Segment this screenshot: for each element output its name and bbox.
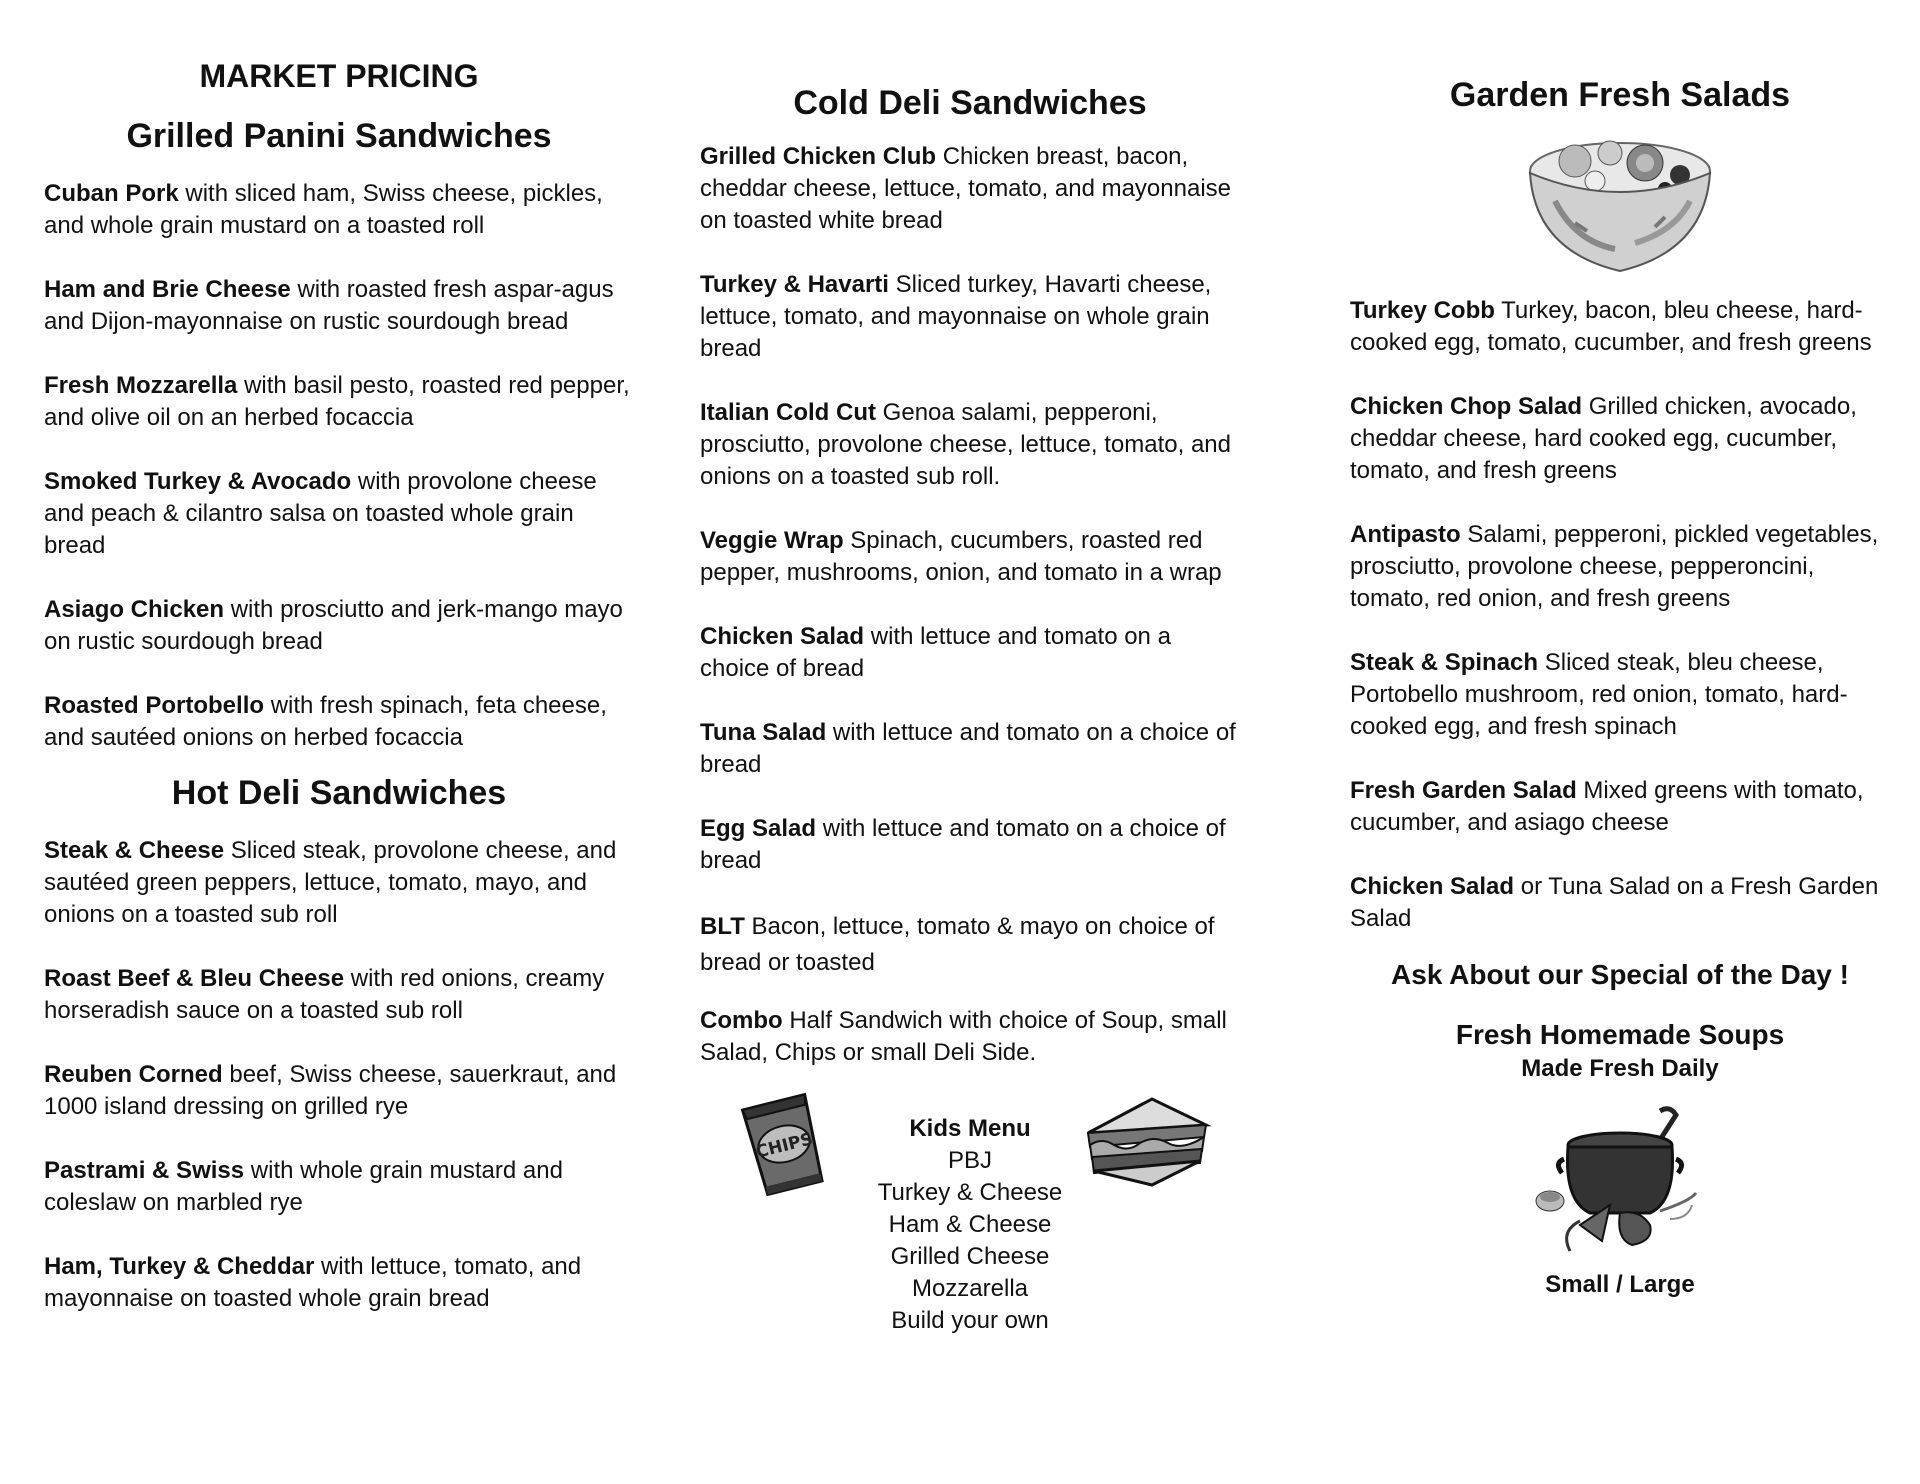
column-right — [1350, 76, 1890, 1299]
menu-item — [44, 1059, 634, 1123]
kids-menu-item: Grilled Cheese — [890, 1243, 1050, 1270]
kids-menu-list — [700, 1113, 1240, 1337]
item-desc: with provolone cheese and peach & cilantro salsa on toasted whole grain bread — [44, 468, 597, 559]
item-desc: with fresh spinach, feta cheese, and sautéed onions on herbed focaccia — [44, 692, 607, 751]
item-desc: Bacon, lettuce, tomato & mayo on choice of bread or toasted — [700, 913, 1215, 976]
menu-item — [700, 717, 1240, 781]
item-name: Fresh Mozzarella — [44, 372, 238, 399]
item-name: Roasted Portobello — [44, 692, 265, 719]
item-desc: Genoa salami, pepperoni, prosciutto, provolone cheese, lettuce, tomato, and onions on a toasted sub roll. — [700, 399, 1231, 490]
kids-menu-area — [700, 1083, 1240, 1383]
menu-item — [44, 274, 634, 338]
salad-bowl-icon — [1515, 131, 1725, 281]
item-name: Egg Salad — [700, 815, 817, 842]
menu-item — [700, 397, 1240, 493]
item-desc: Spinach, cucumbers, roasted red pepper, mushrooms, onion, and tomato in a wrap — [700, 527, 1222, 586]
item-desc: or Tuna Salad on a Fresh Garden Salad — [1350, 873, 1879, 932]
kids-menu-item: Turkey & Cheese — [877, 1179, 1063, 1206]
item-desc: with lettuce and tomato on a choice of bread — [700, 815, 1226, 874]
item-desc: with whole grain mustard and coleslaw on marbled rye — [44, 1157, 563, 1216]
column-middle — [700, 84, 1240, 1383]
chips-label: CHIPS — [754, 1129, 815, 1163]
menu-item — [700, 621, 1240, 685]
item-desc: with prosciutto and jerk-mango mayo on rustic sourdough bread — [44, 596, 623, 655]
menu-item — [44, 594, 634, 658]
item-name: Chicken Salad — [1350, 873, 1515, 900]
item-desc: Chicken breast, bacon, cheddar cheese, lettuce, tomato, and mayonnaise on toasted white bread — [700, 143, 1231, 234]
kids-menu-title: Kids Menu — [909, 1115, 1031, 1142]
item-desc: with sliced ham, Swiss cheese, pickles, and whole grain mustard on a toasted roll — [44, 180, 603, 239]
menu-item — [1350, 391, 1890, 487]
menu-item — [700, 525, 1240, 589]
item-desc: beef, Swiss cheese, sauerkraut, and 1000 island dressing on grilled rye — [44, 1061, 617, 1120]
item-name: Combo — [700, 1007, 783, 1034]
hot-deli-heading: Hot Deli Sandwiches — [171, 774, 507, 812]
item-desc: Salami, pepperoni, pickled vegetables, prosciutto, provolone cheese, pepperoncini, tomato, red onion, and fresh greens — [1350, 521, 1879, 612]
item-name: Fresh Garden Salad — [1350, 777, 1577, 804]
menu-item — [700, 1005, 1240, 1069]
kids-menu-item: PBJ — [947, 1147, 992, 1174]
menu-item — [1350, 647, 1890, 743]
kids-menu-item: Build your own — [891, 1307, 1049, 1334]
item-name: Pastrami & Swiss — [44, 1157, 245, 1184]
item-desc: with lettuce and tomato on a choice of bread — [700, 623, 1171, 682]
special-of-the-day: Ask About our Special of the Day ! — [1391, 959, 1849, 990]
item-desc: with roasted fresh aspar-agus and Dijon-mayonnaise on rustic sourdough bread — [44, 276, 614, 335]
menu-item — [44, 466, 634, 562]
item-name: Turkey & Havarti — [700, 271, 889, 298]
item-name: Steak & Spinach — [1350, 649, 1539, 676]
menu-item — [700, 909, 1240, 981]
item-desc: Mixed greens with tomato, cucumber, and asiago cheese — [1350, 777, 1864, 836]
menu-item — [44, 690, 634, 754]
menu-item — [44, 835, 634, 931]
item-name: Ham, Turkey & Cheddar — [44, 1253, 315, 1280]
menu-item — [44, 1251, 634, 1315]
menu-item — [44, 963, 634, 1027]
item-desc: with lettuce and tomato on a choice of bread — [700, 719, 1236, 778]
kids-menu-item: Ham & Cheese — [888, 1211, 1052, 1238]
menu-item — [700, 813, 1240, 877]
item-desc: with red onions, creamy horseradish sauce on a toasted sub roll — [44, 965, 605, 1024]
salads-heading: Garden Fresh Salads — [1449, 76, 1791, 114]
menu-item — [44, 370, 634, 434]
item-name: Ham and Brie Cheese — [44, 276, 291, 303]
item-desc: Sliced steak, provolone cheese, and sautéed green peppers, lettuce, tomato, mayo, and onions on a toasted sub roll — [44, 837, 617, 928]
item-desc: with basil pesto, roasted red pepper, and olive oil on an herbed focaccia — [44, 372, 630, 431]
item-name: Steak & Cheese — [44, 837, 225, 864]
item-desc: Turkey, bacon, bleu cheese, hard-cooked egg, tomato, cucumber, and fresh greens — [1350, 297, 1872, 356]
item-name: Cuban Pork — [44, 180, 179, 207]
item-name: Reuben Corned — [44, 1061, 223, 1088]
soup-sizes: Small / Large — [1545, 1271, 1695, 1298]
item-name: Chicken Chop Salad — [1350, 393, 1583, 420]
market-pricing-heading: MARKET PRICING — [199, 58, 479, 94]
item-name: Chicken Salad — [700, 623, 865, 650]
menu-item — [1350, 871, 1890, 935]
column-left — [44, 58, 634, 1347]
item-name: Asiago Chicken — [44, 596, 225, 623]
soup-pot-icon — [1520, 1101, 1720, 1261]
item-desc: Sliced turkey, Havarti cheese, lettuce, tomato, and mayonnaise on whole grain bread — [700, 271, 1212, 362]
menu-item — [1350, 295, 1890, 359]
cold-deli-heading: Cold Deli Sandwiches — [793, 84, 1147, 122]
soups-subheading: Made Fresh Daily — [1521, 1055, 1719, 1082]
soups-heading: Fresh Homemade Soups — [1455, 1019, 1785, 1050]
item-name: Italian Cold Cut — [700, 399, 876, 426]
kids-menu-item: Mozzarella — [911, 1275, 1029, 1302]
item-name: Tuna Salad — [700, 719, 827, 746]
menu-item — [700, 269, 1240, 365]
item-desc: Sliced steak, bleu cheese, Portobello mushroom, red onion, tomato, hard-cooked egg, and fresh spinach — [1350, 649, 1848, 740]
item-name: Roast Beef & Bleu Cheese — [44, 965, 345, 992]
menu-item — [1350, 775, 1890, 839]
item-desc: Half Sandwich with choice of Soup, small Salad, Chips or small Deli Side. — [700, 1007, 1227, 1066]
item-name: Turkey Cobb — [1350, 297, 1495, 324]
item-desc: with lettuce, tomato, and mayonnaise on toasted whole grain bread — [44, 1253, 582, 1312]
item-desc: Grilled chicken, avocado, cheddar cheese, hard cooked egg, cucumber, tomato, and fresh greens — [1350, 393, 1857, 484]
menu-item — [700, 141, 1240, 237]
item-name: BLT — [700, 913, 745, 940]
menu-item — [44, 178, 634, 242]
item-name: Veggie Wrap — [700, 527, 844, 554]
item-name: Smoked Turkey & Avocado — [44, 468, 352, 495]
item-name: Antipasto — [1350, 521, 1461, 548]
menu-item — [44, 1155, 634, 1219]
panini-heading: Grilled Panini Sandwiches — [126, 117, 552, 155]
menu-item — [1350, 519, 1890, 615]
item-name: Grilled Chicken Club — [700, 143, 937, 170]
